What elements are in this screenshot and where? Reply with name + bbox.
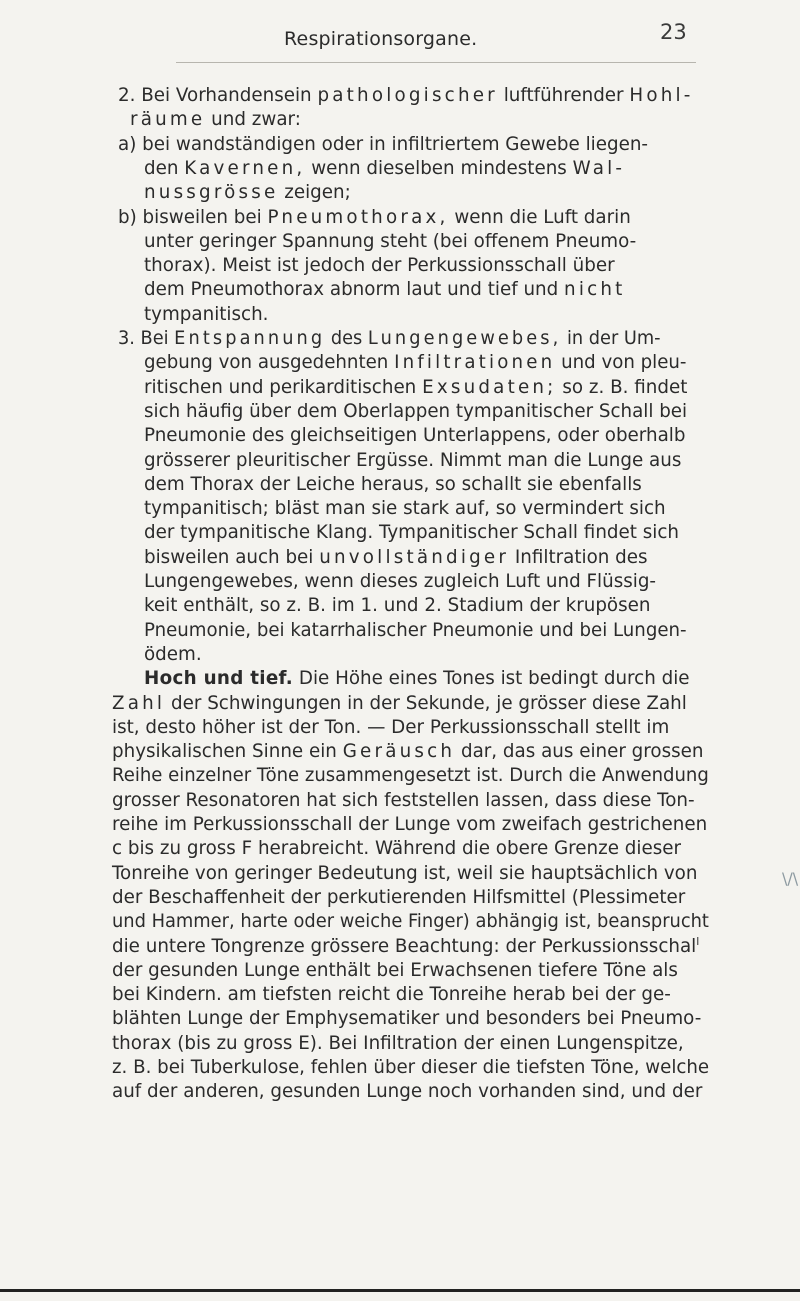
text-line	[144, 497, 666, 521]
text-segment: reihe im Perkussionsschall der Lunge vom zweifach gestrichenen	[112, 814, 708, 835]
text-segment: die untere Tongrenze grössere Beachtung: der Perkussionsschal	[112, 935, 697, 957]
text-line	[144, 449, 681, 473]
text-line	[144, 400, 687, 424]
text-line	[112, 837, 681, 861]
text-line	[112, 959, 678, 983]
text-segment: der gesunden Lunge enthält bei Erwachsenen tiefere Töne als	[112, 959, 678, 981]
text-line	[118, 327, 661, 351]
text-segment: grösserer pleuritischer Ergüsse. Nimmt man die Lunge aus	[144, 449, 682, 471]
text-segment: in der Um-	[561, 328, 661, 349]
text-line	[112, 789, 695, 813]
text-segment: blähten Lunge der Emphysematiker und besonders bei Pneumo-	[112, 1008, 702, 1030]
text-segment: Hohl-	[629, 85, 694, 106]
text-line	[144, 424, 685, 448]
text-line	[112, 692, 687, 716]
text-segment: Infiltration des	[509, 546, 648, 568]
text-segment: a) bei wandständigen oder in infiltriertem Gewebe liegen-	[118, 133, 649, 155]
text-segment: c bis zu gross F herabreicht. Während die obere Grenze dieser	[112, 838, 681, 860]
text-segment: ödem.	[144, 643, 202, 665]
text-segment: der tympanitische Klang. Tympanitischer Schall findet sich	[144, 522, 679, 544]
text-segment: Entspannung	[174, 328, 326, 349]
text-segment: ritischen und perikarditischen	[144, 376, 423, 398]
text-segment: Kavernen,	[184, 157, 306, 179]
text-line	[144, 473, 642, 497]
text-line	[112, 886, 685, 910]
text-segment: grosser Resonatoren hat sich feststellen lassen, dass diese Ton-	[112, 789, 695, 811]
header-rule	[176, 62, 696, 63]
text-segment: l	[696, 934, 700, 948]
text-segment: Geräusch	[342, 741, 456, 763]
text-segment: wenn die Luft darin	[448, 206, 631, 228]
text-line	[144, 521, 679, 545]
text-segment: nussgrösse	[144, 182, 279, 204]
text-segment: und von pleu-	[555, 352, 687, 374]
text-segment: tympanitisch; bläst man sie stark auf, so vermindert sich	[144, 498, 666, 520]
page-number: 23	[660, 20, 687, 44]
text-line	[112, 935, 699, 959]
text-segment: ist, desto höher ist der Ton. — Der Perkussionsschall stellt im	[112, 716, 670, 738]
text-segment: b) bisweilen bei	[118, 206, 268, 228]
text-segment: Pneumonie, bei katarrhalischer Pneumonie und bei Lungen-	[144, 619, 687, 641]
text-line	[144, 303, 269, 327]
text-segment: Die Höhe eines Tones ist bedingt durch die	[293, 668, 690, 690]
text-segment: bisweilen auch bei	[144, 546, 320, 568]
text-line	[112, 764, 709, 788]
text-segment: Infiltrationen	[394, 352, 556, 374]
text-segment: unvollständiger	[319, 546, 510, 568]
text-segment: bei Kindern. am tiefsten reicht die Tonreihe herab bei der ge-	[112, 984, 671, 1006]
text-line	[112, 1032, 684, 1056]
text-segment: 3. Bei	[118, 328, 175, 349]
text-segment: der Beschaffenheit der perkutierenden Hilfsmittel (Plessimeter	[112, 886, 686, 908]
text-segment: des	[325, 328, 368, 349]
text-line	[144, 157, 625, 181]
text-line	[112, 740, 703, 764]
text-segment: und Hammer, harte oder weiche Finger) abhängig ist, beansprucht	[112, 911, 709, 933]
text-line	[112, 983, 671, 1007]
text-line	[112, 1056, 709, 1080]
text-segment: dar, das aus einer grossen	[455, 741, 704, 763]
text-segment: nicht	[564, 279, 626, 301]
text-segment: sich häufig über dem Oberlappen tympanitischer Schall bei	[144, 400, 688, 422]
text-line	[144, 181, 351, 205]
text-segment: Lungengewebes, wenn dieses zugleich Luft und Flüssig-	[144, 571, 657, 592]
text-segment: Pneumonie des gleichseitigen Unterlappens, oder oberhalb	[144, 425, 686, 447]
text-segment: zeigen;	[278, 182, 351, 204]
text-segment: thorax). Meist ist jedoch der Perkussionsschall über	[144, 255, 615, 277]
text-line	[112, 716, 669, 740]
text-segment: thorax (bis zu gross E). Bei Infiltration der einen Lungenspitze,	[112, 1032, 684, 1054]
text-line	[144, 667, 690, 691]
text-segment: auf der anderen, gesunden Lunge noch vorhanden sind, und der	[112, 1081, 703, 1103]
text-segment: so z. B. findet	[556, 376, 688, 398]
text-line	[112, 813, 707, 837]
margin-mark: \/\	[782, 869, 799, 888]
text-segment: Zahl	[112, 692, 166, 714]
running-header-title: Respirationsorgane.	[284, 28, 478, 50]
text-line	[144, 546, 648, 570]
text-line	[112, 910, 709, 934]
text-line	[112, 1080, 702, 1104]
text-line	[144, 643, 202, 667]
text-segment: gebung von ausgedehnten	[144, 352, 395, 374]
text-segment: Lungengewebes,	[367, 328, 562, 349]
text-segment: 2. Bei Vorhandensein	[118, 85, 318, 106]
text-line	[118, 84, 694, 108]
text-segment: keit enthält, so z. B. im 1. und 2. Stadium der krupösen	[144, 595, 651, 617]
text-line	[112, 1007, 701, 1031]
text-line	[144, 594, 650, 618]
text-line	[118, 133, 648, 157]
text-segment: luftführender	[497, 85, 630, 106]
text-segment: Wal-	[572, 157, 626, 179]
text-line	[144, 278, 626, 302]
text-line	[144, 570, 656, 594]
text-segment: pathologischer	[317, 85, 498, 106]
text-segment: dem Pneumothorax abnorm laut und tief und	[144, 279, 565, 301]
text-segment: Pneumothorax,	[267, 206, 449, 228]
text-segment: Hoch und tief.	[144, 668, 294, 690]
text-line	[144, 351, 687, 375]
text-segment: Reihe einzelner Töne zusammengesetzt ist. Durch die Anwendung	[112, 765, 709, 787]
text-line	[112, 862, 697, 886]
text-line	[118, 206, 631, 230]
text-segment: der Schwingungen in der Sekunde, je grösser diese Zahl	[165, 692, 687, 714]
text-segment: wenn dieselben mindestens	[305, 157, 573, 179]
text-segment: und zwar:	[205, 109, 301, 131]
text-segment: dem Thorax der Leiche heraus, so schallt sie ebenfalls	[144, 473, 642, 495]
text-segment: räume	[130, 109, 206, 131]
text-line	[144, 254, 615, 278]
text-line	[144, 619, 687, 643]
text-segment: physikalischen Sinne ein	[112, 741, 343, 763]
text-segment: den	[144, 157, 185, 179]
text-segment: z. B. bei Tuberkulose, fehlen über dieser die tiefsten Töne, welche	[112, 1057, 710, 1078]
text-segment: Tonreihe von geringer Bedeutung ist, weil sie hauptsächlich von	[112, 862, 698, 884]
text-line	[144, 230, 636, 254]
text-segment: unter geringer Spannung steht (bei offenem Pneumo-	[144, 230, 637, 252]
text-line	[144, 376, 687, 400]
bottom-edge-rule	[0, 1289, 800, 1292]
text-line	[130, 108, 301, 132]
text-segment: Exsudaten;	[422, 376, 557, 398]
text-segment: tympanitisch.	[144, 303, 269, 325]
